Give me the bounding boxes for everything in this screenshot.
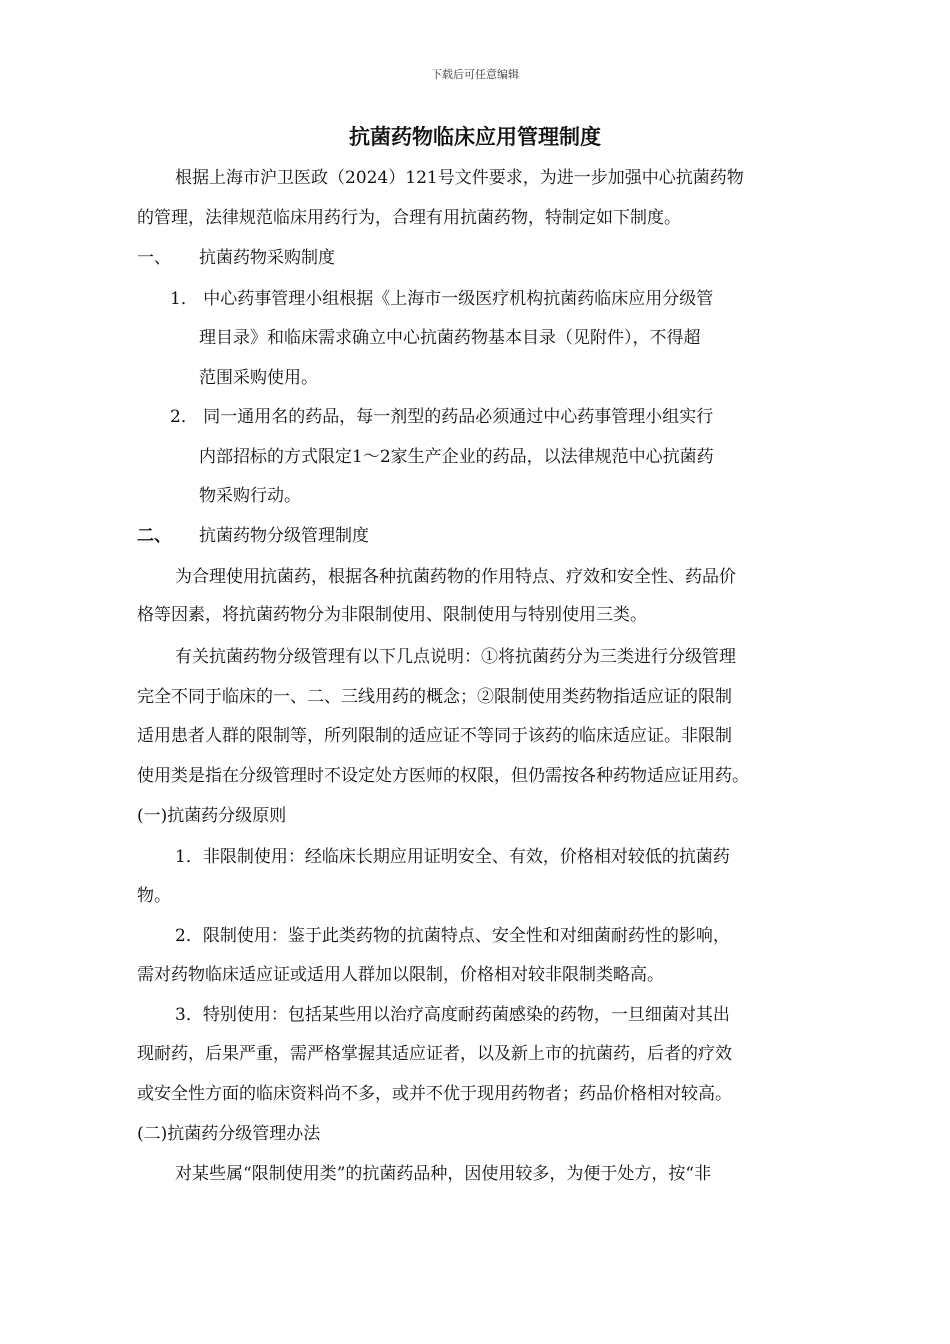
para-2-line-3: 适用患者人群的限制等，所列限制的适应证不等同于该药的临床适应证。非限制 xyxy=(137,726,732,746)
rule-2-line-1: 2．限制使用：鉴于此类药物的抗菌特点、安全性和对细菌耐药性的影响， xyxy=(175,926,730,946)
section-1-title: 抗菌药物采购制度 xyxy=(199,248,335,268)
s1-item-2-line-2: 内部招标的方式限定1～2家生产企业的药品，以法律规范中心抗菌药 xyxy=(199,447,714,467)
para-2-line-2: 完全不同于临床的一、二、三线用药的概念；②限制使用类药物指适应证的限制 xyxy=(137,687,732,707)
header-note: 下载后可任意编辑 xyxy=(431,68,519,81)
s1-item-2-line-3: 物采购行动。 xyxy=(199,486,301,506)
s1-item-1-line-2: 理目录》和临床需求确立中心抗菌药物基本目录（见附件），不得超 xyxy=(199,328,701,348)
document-title: 抗菌药物临床应用管理制度 xyxy=(349,125,601,149)
para-2-line-4: 使用类是指在分级管理时不设定处方医师的权限，但仍需按各种药物适应证用药。 xyxy=(137,766,749,786)
s1-item-1-line-1: 1． 中心药事管理小组根据《上海市一级医疗机构抗菌药临床应用分级管 xyxy=(170,289,714,309)
last-line: 对某些属“限制使用类”的抗菌药品种，因使用较多，为便于处方，按“非 xyxy=(175,1164,712,1184)
para-2-line-1: 有关抗菌药物分级管理有以下几点说明：①将抗菌药分为三类进行分级管理 xyxy=(175,647,736,667)
rule-1-line-1: 1．非限制使用：经临床长期应用证明安全、有效，价格相对较低的抗菌药 xyxy=(175,847,730,867)
section-1-heading xyxy=(137,246,335,270)
section-2-number: 二、 xyxy=(137,526,171,546)
subsection-2-heading: (二)抗菌药分级管理办法 xyxy=(137,1124,321,1144)
rule-3-line-3: 或安全性方面的临床资料尚不多，或并不优于现用药物者；药品价格相对较高。 xyxy=(137,1084,732,1104)
intro-line-2: 的管理，法律规范临床用药行为，合理有用抗菌药物，特制定如下制度。 xyxy=(137,208,681,228)
rule-1-line-2: 物。 xyxy=(137,886,171,906)
section-1-number: 一、 xyxy=(137,248,171,268)
rule-3-line-1: 3．特别使用：包括某些用以治疗高度耐药菌感染的药物，一旦细菌对其出 xyxy=(175,1005,730,1025)
s1-item-2-line-1: 2． 同一通用名的药品，每一剂型的药品必须通过中心药事管理小组实行 xyxy=(170,407,714,427)
rule-2-line-2: 需对药物临床适应证或适用人群加以限制，价格相对较非限制类略高。 xyxy=(137,965,664,985)
para-1-line-1: 为合理使用抗菌药，根据各种抗菌药物的作用特点、疗效和安全性、药品价 xyxy=(175,567,736,587)
rule-3-line-2: 现耐药，后果严重，需严格掌握其适应证者，以及新上市的抗菌药，后者的疗效 xyxy=(137,1044,732,1064)
section-2-heading xyxy=(137,524,369,548)
s1-item-1-line-3: 范围采购使用。 xyxy=(199,368,318,388)
subsection-1-heading: (一)抗菌药分级原则 xyxy=(137,806,287,826)
para-1-line-2: 格等因素，将抗菌药物分为非限制使用、限制使用与特别使用三类。 xyxy=(137,605,647,625)
section-2-title: 抗菌药物分级管理制度 xyxy=(199,526,369,546)
intro-line-1: 根据上海市沪卫医政（2024）121号文件要求，为进一步加强中心抗菌药物 xyxy=(175,168,744,188)
